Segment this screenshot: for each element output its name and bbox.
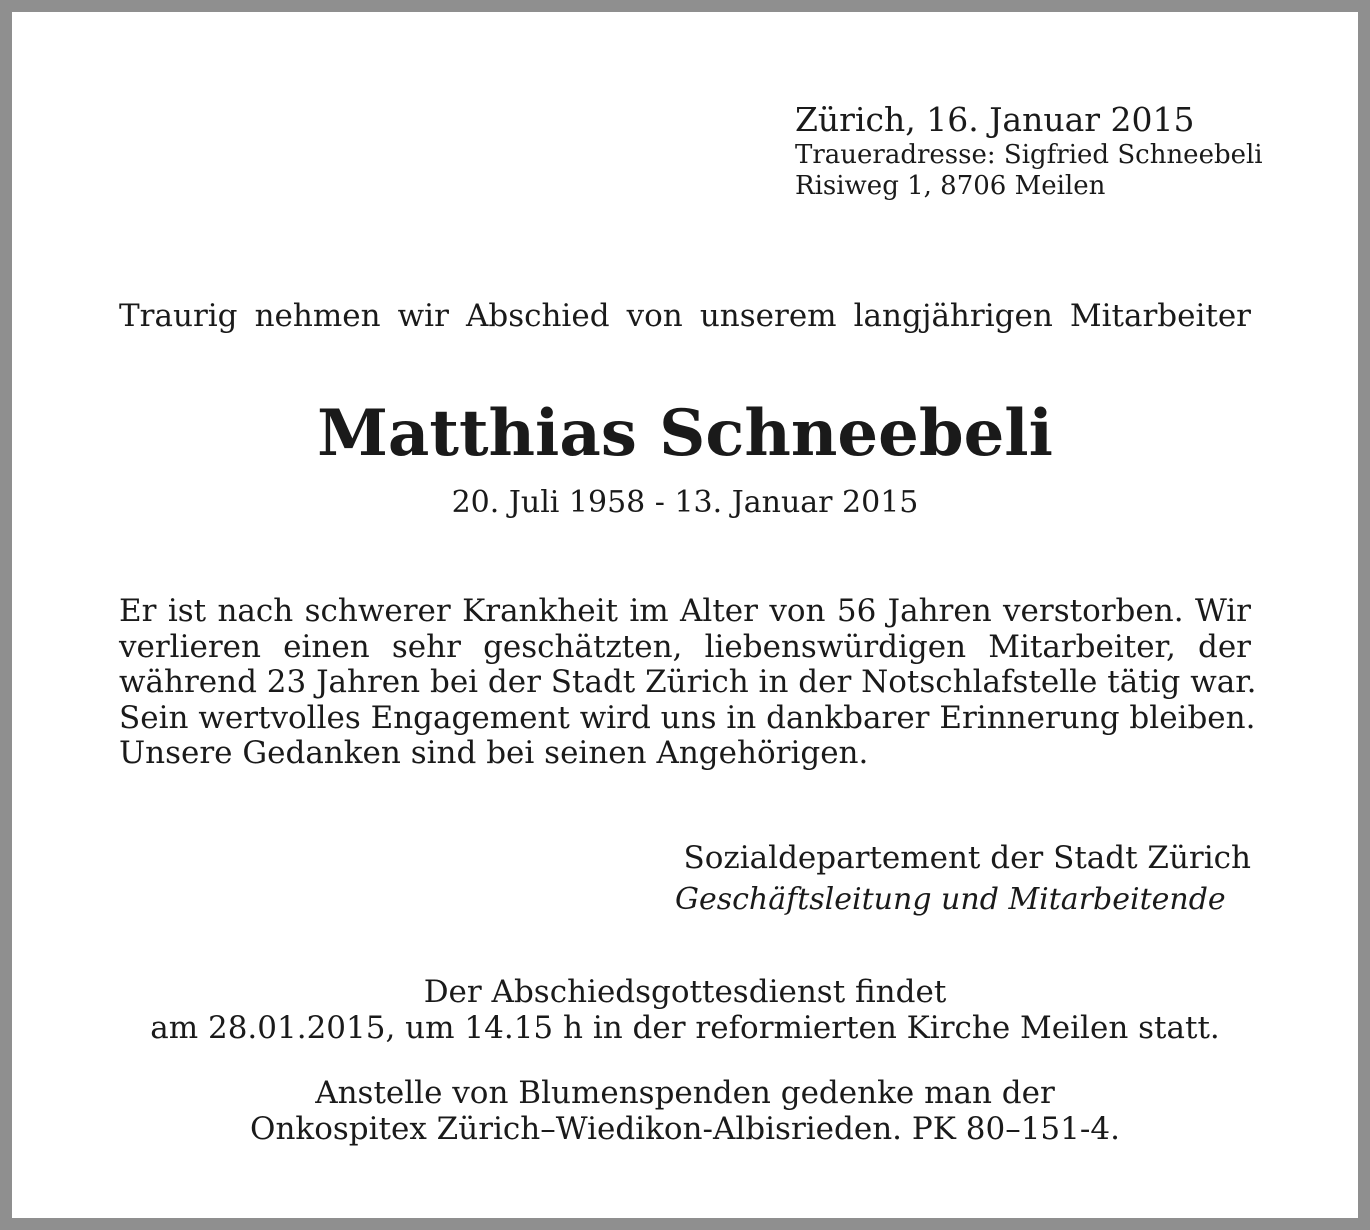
place-date: Zürich, 16. Januar 2015: [795, 100, 1195, 139]
intro-text: Traurig nehmen wir Abschied von unserem langjährigen Mitarbeiter: [119, 298, 1251, 334]
header-block: [795, 100, 1315, 202]
donation-line-2: Onkospitex Zürich–Wiedikon-Albisrieden. PK 80–151-4.: [250, 1111, 1120, 1147]
mourning-address-line-2: Risiweg 1, 8706 Meilen: [795, 171, 1106, 201]
signature-block: [631, 837, 1251, 921]
obituary-page: [12, 12, 1358, 1218]
body-line: verlieren einen sehr geschätzten, liebenswürdigen Mitarbeiter, der: [119, 628, 1251, 665]
signature-subtitle: Geschäftsleitung und Mitarbeitende: [675, 882, 1226, 917]
deceased-name: Matthias Schneebeli: [317, 396, 1053, 471]
body-line: Sein wertvolles Engagement wird uns in dankbarer Erinnerung bleiben.: [119, 699, 1256, 736]
body-line: Unsere Gedanken sind bei seinen Angehörigen.: [119, 735, 869, 771]
deceased-lifespan: 20. Juli 1958 - 13. Januar 2015: [451, 485, 919, 520]
service-info: [12, 974, 1358, 1046]
service-line-2: am 28.01.2015, um 14.15 h in der reformierten Kirche Meilen statt.: [150, 1010, 1220, 1046]
mourning-address-line-1: Traueradresse: Sigfried Schneebeli: [795, 140, 1263, 170]
body-paragraph: [119, 593, 1257, 772]
body-line: Er ist nach schwerer Krankheit im Alter von 56 Jahren verstorben. Wir: [119, 593, 1251, 629]
service-line-1: Der Abschiedsgottesdienst findet: [423, 974, 947, 1010]
signature-organization: Sozialdepartement der Stadt Zürich: [683, 840, 1251, 876]
donation-info: [12, 1075, 1358, 1147]
body-line: während 23 Jahren bei der Stadt Zürich in der Notschlafstelle tätig war.: [119, 664, 1257, 700]
donation-line-1: Anstelle von Blumenspenden gedenke man der: [315, 1075, 1055, 1111]
